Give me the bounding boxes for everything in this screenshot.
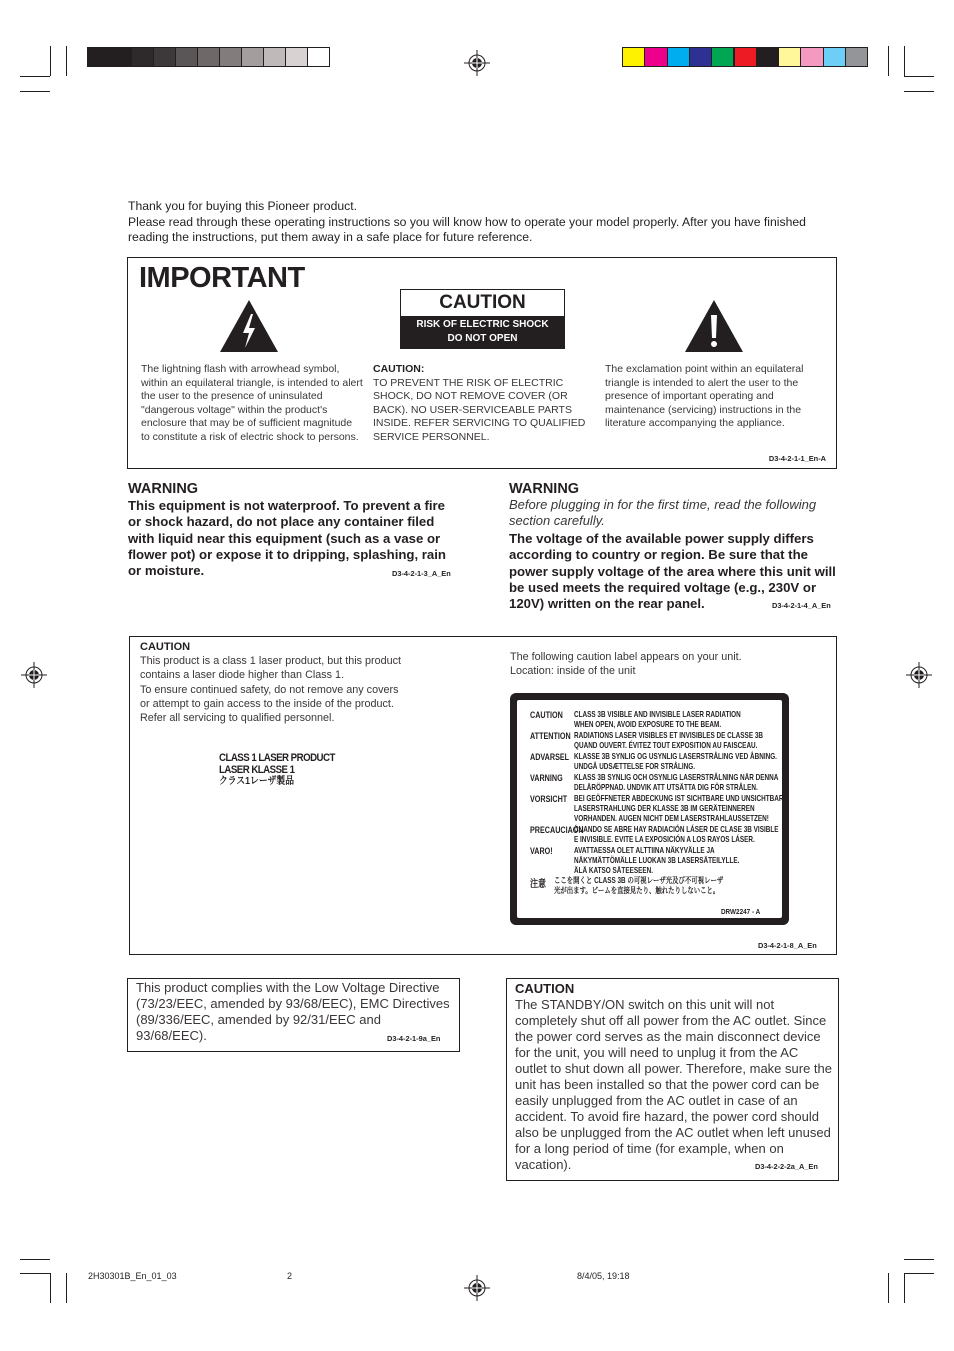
label-entry-key: VARNING [530, 773, 563, 783]
color-swatch [285, 47, 308, 67]
color-swatch [689, 47, 712, 67]
label-entry-line: 光が出ます。ビームを直接見たり、触れたりしないこと。 [554, 886, 720, 896]
label-entry-line: RADIATIONS LASER VISIBLES ET INVISIBLES DE CLASSE 3B [574, 731, 764, 740]
color-swatch [175, 47, 198, 67]
color-swatch [734, 47, 757, 67]
label-entry-line: E INVISIBLE. EVITE LA EXPOSICIÓN A LOS RAYOS LÁSER. [574, 835, 755, 845]
class1-line-3: クラス1レーザ製品 [219, 776, 295, 787]
lightning-explanation: The lightning flash with arrowhead symbol, within an equilateral triangle, is intended to alert the user to the presence of uninsulated "dangerous voltage" within the product's enclosure that may be of sufficient magnitude to constitute a risk of electric shock to persons. [141, 363, 363, 443]
footer-page: 2 [287, 1271, 293, 1281]
color-swatch [263, 47, 286, 67]
warning-right-heading: WARNING [509, 481, 580, 497]
caution-label-warning [401, 316, 564, 348]
color-swatch [778, 47, 801, 67]
footer-file: 2H30301B_En_01_03 [88, 1271, 177, 1281]
exclamation-warning-icon [683, 298, 745, 354]
color-swatch [197, 47, 220, 67]
color-swatch [131, 47, 154, 67]
registration-mark-icon [906, 662, 932, 688]
warning-right-intro: Before plugging in for the first time, read the following section carefully. [509, 497, 817, 528]
class1-line-1: CLASS 1 LASER PRODUCT [219, 752, 335, 764]
label-entry-key: PRECAUCIAÓN [530, 825, 584, 835]
color-swatch [823, 47, 846, 67]
warning-left-body: This equipment is not waterproof. To prevent a fire or shock hazard, do not place any container filed with liquid near this equipment (such as a vase or flower pot) or expose it to dripping, splashing, rain or moisture. [128, 498, 446, 579]
caution-label [400, 289, 565, 349]
laser-code: D3-4-2-1-8_A_En [758, 941, 817, 950]
laser-caution-label-sticker [510, 693, 789, 925]
label-entry-key: ADVARSEL [530, 752, 570, 762]
label-entry-key: CAUTION [530, 710, 563, 720]
important-title: IMPORTANT [139, 262, 305, 294]
caution-explanation [373, 363, 595, 445]
caution-explanation-text: TO PREVENT THE RISK OF ELECTRIC SHOCK, DO NOT REMOVE COVER (OR BACK). NO USER-SERVICEABLE PARTS INSIDE. REFER SERVICING TO QUALIFIED SERVICE PERSONNEL. [373, 376, 586, 443]
color-swatch [153, 47, 176, 67]
warning-right-code: D3-4-2-1-4_A_En [772, 601, 831, 610]
laser-label-code: DRW2247 - A [720, 907, 760, 916]
label-entry-key: 注意 [530, 879, 546, 890]
class1-line-2: LASER KLASSE 1 [219, 764, 295, 776]
registration-mark-icon [464, 50, 490, 76]
registration-mark-icon [464, 1275, 490, 1301]
intro-line-2: Please read through these operating instructions so you will know how to operate your model properly. After you have finished reading the instructions, put them away in a safe place for future reference. [128, 214, 806, 245]
color-swatch [109, 47, 132, 67]
warning-left-heading: WARNING [128, 481, 199, 497]
intro-line-1: Thank you for buying this Pioneer product. [128, 199, 357, 213]
label-entry-line: NÄKYMÄTTÖMÄLLE LUOKAN 3B LASERSÄTEILYLLE. [574, 856, 740, 866]
label-entry-key: VARO! [530, 846, 553, 856]
lightning-warning-icon [218, 298, 280, 354]
color-swatch [845, 47, 868, 67]
label-entry-line: LASERSTRAHLUNG DER KLASSE 3B IM GERÄTEINNEREN [574, 804, 755, 814]
label-entry-line: WHEN OPEN, AVOID EXPOSURE TO THE BEAM. [574, 720, 722, 730]
color-swatch [711, 47, 734, 67]
label-entry-line: QUAND OUVERT. ÉVITEZ TOUT EXPOSITION AU FAISCEAU. [574, 741, 758, 751]
label-intro-1: The following caution label appears on your unit. [510, 651, 742, 663]
color-swatch [800, 47, 823, 67]
label-entry-line: ÄLÄ KATSO SÄTEESEEN. [574, 866, 654, 876]
laser-text-2: To ensure continued safety, do not remove any covers or attempt to gain access to the inside of the product. Refer all servicing to qualified personnel. [140, 683, 399, 725]
intro-text [128, 199, 840, 246]
color-swatch [756, 47, 779, 67]
directive-text: This product complies with the Low Voltage Directive (73/23/EEC, amended by 93/68/EEC), EMC Directives (89/336/EEC, amended by 92/31/EEC and 93/68/EEC). [136, 980, 450, 1043]
standby-heading: CAUTION [515, 981, 575, 996]
color-swatch [622, 47, 645, 67]
footer-date: 8/4/05, 19:18 [577, 1271, 630, 1281]
important-code: D3-4-2-1-1_En-A [768, 454, 826, 463]
standby-text: The STANDBY/ON switch on this unit will not completely shut off all power from the AC outlet. Since the power cord serves as the main disconnect device for the unit, you will need to unplug it from the AC outlet to shut down all power. Therefore, make sure the unit has been installed so that the power cord can be easily unplugged from the AC outlet in case of an accident. To avoid fire hazard, the power cord should also be unplugged from the AC outlet when left unused for a long period of time (for example, when on vacation). [515, 997, 832, 1172]
label-entry-line: CLASS 3B VISIBLE AND INVISIBLE LASER RADIATION [574, 710, 741, 719]
laser-text-1: This product is a class 1 laser product, but this product contains a laser diode higher than Class 1. [140, 655, 402, 682]
label-entry-line: BEI GEÖFFNETER ABDECKUNG IST SICHTBARE UND UNSICHTBARE [574, 794, 788, 803]
label-entry-line: AVATTAESSA OLET ALTTIINA NÄKYVÄLLE JA [574, 846, 715, 855]
color-swatch [219, 47, 242, 67]
label-entry-key: ATTENTION [530, 731, 571, 741]
warning-right-body: The voltage of the available power supply differs according to country or region. Be sure that the power supply voltage of the area where this unit will be used meets the required voltage (e.g., 230V or 120V) written on the rear panel. [509, 531, 836, 612]
laser-heading: CAUTION [140, 641, 191, 653]
caution-label-line-2: DO NOT OPEN [447, 333, 518, 344]
caution-label-title: CAUTION [439, 292, 526, 313]
class1-laser-label [219, 752, 335, 788]
label-intro-2: Location: inside of the unit [510, 665, 636, 678]
label-entry-key: VORSICHT [530, 794, 568, 804]
color-swatch [667, 47, 690, 67]
label-entry-line: KLASS 3B SYNLIG OCH OSYNLIG LASERSTRÅLNING NÄR DENNA [574, 773, 779, 782]
standby-code: D3-4-2-2-2a_A_En [755, 1162, 818, 1171]
caution-label-line-1: RISK OF ELECTRIC SHOCK [416, 319, 549, 330]
exclamation-explanation: The exclamation point within an equilateral triangle is intended to alert the user to the presence of important operating and maintenance (servicing) instructions in the literature accompanying the appliance. [605, 363, 804, 430]
label-entry-line: ここを開くと CLASS 3B の可視レーザ光及び不可視レーザ [554, 876, 724, 885]
label-entry-line: DELÄRÖPPNAD. UNDVIK ATT UTSÄTTA DIG FÖR STRÅLEN. [574, 783, 758, 793]
laser-text [140, 654, 410, 725]
laser-caution-label-inner [517, 700, 788, 918]
color-swatch [644, 47, 667, 67]
label-intro [510, 650, 810, 679]
label-entry-line: UNDGÅ UDSÆTTELSE FOR STRÅLING. [574, 762, 695, 772]
label-entry-line: KLASSE 3B SYNLIG OG USYNLIG LASERSTRÅLING VED ÅBNING. [574, 752, 777, 761]
label-entry-line: CUANDO SE ABRE HAY RADIACIÓN LÁSER DE CLASE 3B VISIBLE [574, 825, 779, 834]
caution-explanation-heading: CAUTION: [373, 363, 425, 375]
color-swatch [241, 47, 264, 67]
label-entry-line: VORHANDEN. AUGEN NICHT DEM LASERSTRAHLAUSSETZEN! [574, 814, 769, 824]
color-swatch [307, 47, 330, 67]
warning-left-code: D3-4-2-1-3_A_En [392, 569, 451, 578]
color-swatch [87, 47, 110, 67]
directive-code: D3-4-2-1-9a_En [387, 1034, 441, 1043]
registration-mark-icon [21, 662, 47, 688]
